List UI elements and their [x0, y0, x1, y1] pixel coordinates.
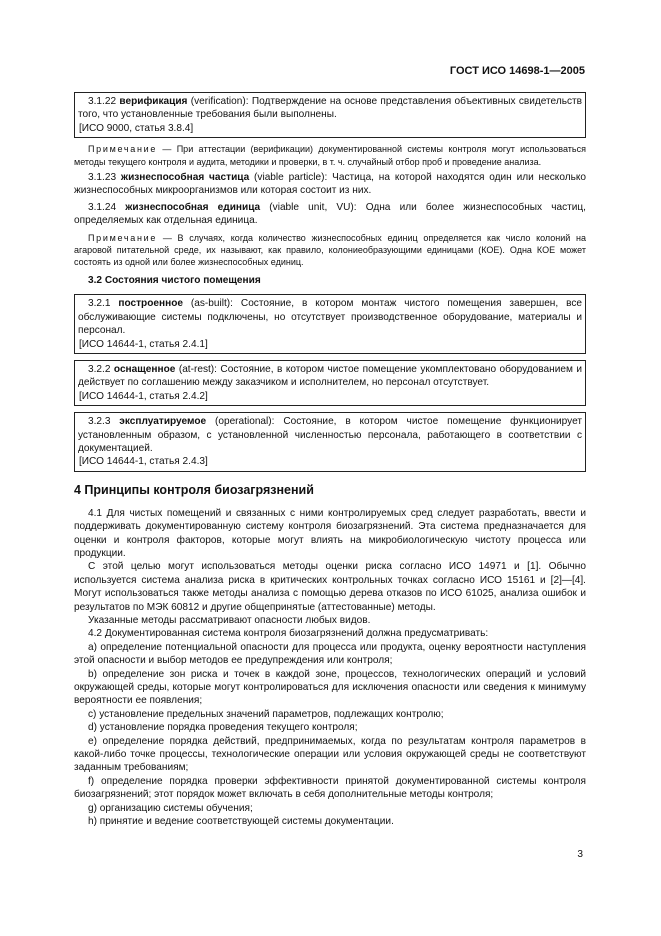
definition-3-2-1 [78, 297, 582, 337]
definition-text: Состояние, в котором чистое помещение укомплектовано оборудованием и действует по соглашению между заказчиком и исполнителем, но персонал отсутствует. [78, 363, 582, 389]
definition-term: эксплуатируемое [119, 416, 207, 428]
definition-reference: [ИСО 14644-1, статья 2.4.3] [79, 456, 208, 468]
definition-text: Состояние, в котором чистое помещение функционирует установленным образом, с установленной численностью персонала, работающего в соответствии с документацией. [78, 416, 582, 454]
note-label: Примечание [88, 232, 158, 243]
list-item: f) определение порядка проверки эффективности принятой документированной системы контроля биозагрязнений; этот порядок может включать в себя дополнительные методы контроля; [74, 775, 586, 801]
definition-number: 3.1.23 [88, 172, 117, 184]
list-item: e) определение порядка действий, предпринимаемых, когда по результатам контроля параметров в какой-либо точке процессы, технологические операции или условия окружающей среды не соответствуют заданным требованиям; [74, 735, 586, 774]
paragraph-4-1: 4.1 Для чистых помещений и связанных с ними контролируемых сред следует разработать, ввести и поддерживать документированную систему контроля биозагрязнений. Эта система предназначается для оценки и контроля факторов, которые могут влиять на микробиологическую чистоту процесса или продукции. [74, 507, 586, 559]
note-label: Примечание [88, 144, 158, 155]
definition-term-english: (viable particle): [254, 172, 328, 184]
paragraph-4-1-hazards: Указанные методы рассматривают опасности любых видов. [88, 615, 371, 626]
definition-text: Состояние, в котором монтаж чистого помещения завершен, все обслуживающие системы подключены, но отсутствует производственное оборудование, материалы и персонал. [78, 298, 582, 337]
document-header-code: ГОСТ ИСО 14698-1—2005 [449, 65, 585, 77]
page-number: 3 [577, 849, 583, 860]
list-item: b) определение зон риска и точек в каждой зоне, процессов, технологических операций и условий окружающей среды, которые могут контролироваться для исключения опасности или сведения к минимуму вероятности ее появления; [74, 668, 586, 707]
definition-box-3-2-2 [74, 360, 586, 406]
list-item: h) принятие и ведение соответствующей системы документации. [88, 816, 394, 828]
definition-reference: [ИСО 9000, статья 3.8.4] [79, 122, 194, 134]
definition-number: 3.2.2 [88, 363, 111, 375]
definition-3-1-23 [74, 171, 586, 198]
definition-reference: [ИСО 14644-1, статья 2.4.2] [79, 390, 208, 402]
definition-box-3-2-3 [74, 412, 586, 472]
list-item: c) установление предельных значений параметров, подлежащих контролю; [88, 708, 444, 720]
definition-3-1-22 [78, 95, 582, 122]
paragraph-4-1-methods: С этой целью могут использоваться методы оценки риска согласно ИСО 14971 и [1]. Обычно используется система анализа риска в критических контрольных точках согласно ИСО 15161 и [2]—[4]. Могут использоваться также методы анализа с помощью дерева отказов по ИСО 61025, анализа ошибок и результатов по МЭК 60812 и другие общепринятые (аттестованные) методы. [74, 561, 586, 613]
list-item: d) установление порядка проведения текущего контроля; [88, 722, 358, 734]
definition-number: 3.1.24 [88, 201, 117, 213]
definition-box-3-1-22 [74, 92, 586, 138]
definition-3-1-24 [74, 201, 586, 228]
note-verification [74, 143, 586, 168]
definition-text: Частица, на которой находятся один или несколько жизнеспособных микроорганизмов или которая состоит из них. [74, 172, 586, 197]
definition-3-2-2 [78, 363, 582, 390]
definition-3-2-3 [78, 415, 582, 455]
list-item: a) определение потенциальной опасности для процесса или продукта, оценку вероятности наступления этой опасности и выбор методов ее предупреждения или контроля; [74, 641, 586, 667]
paragraph-4-2: 4.2 Документированная система контроля биозагрязнений должна предусматривать: [88, 628, 489, 640]
definition-reference: [ИСО 14644-1, статья 2.4.1] [79, 338, 208, 350]
section-heading-4: 4 Принципы контроля биозагрязнений [74, 482, 314, 497]
definition-number: 3.1.22 [88, 96, 117, 107]
definition-term: жизнеспособная единица [125, 201, 261, 213]
definition-term: построенное [118, 298, 183, 310]
definition-term: оснащенное [113, 363, 176, 375]
definition-term-english: (verification): [190, 96, 249, 107]
page-content [74, 92, 586, 829]
definition-term-english: (as-built): [190, 298, 233, 310]
definition-term: жизнеспособная частица [120, 172, 250, 184]
definition-number: 3.2.3 [88, 416, 111, 428]
definition-text: Подтверждение на основе представления объективных свидетельств того, что установленные требования были выполнены. [78, 96, 583, 121]
definition-text: Одна или более жизнеспособных частиц, определяемых как отдельная единица. [74, 201, 586, 227]
note-text: — При аттестации (верификации) документированной системы контроля могут использоваться методы текущего контроля и аудита, методики и проверки, в т. ч. случайный отбор проб и проведение анализа. [74, 144, 586, 167]
definition-number: 3.2.1 [88, 298, 111, 310]
definition-term-english: (viable unit, VU): [269, 201, 357, 213]
definition-term-english: (at-rest): [178, 363, 217, 375]
definition-box-3-2-1 [74, 294, 586, 354]
note-viable-units [74, 232, 586, 269]
definition-term-english: (operational): [214, 416, 275, 428]
definition-term: верификация [119, 96, 188, 107]
note-text: — В случаях, когда количество жизнеспособных единиц определяется как число колоний на агаровой питательной среде, их называют, как правило, колониеобразующими единицами (КОЕ). Одна КОЕ может состоять из одной или более жизнеспособных единиц. [74, 232, 586, 268]
list-item: g) организацию системы обучения; [88, 802, 253, 814]
section-heading-3-2: 3.2 Состояния чистого помещения [88, 274, 261, 286]
